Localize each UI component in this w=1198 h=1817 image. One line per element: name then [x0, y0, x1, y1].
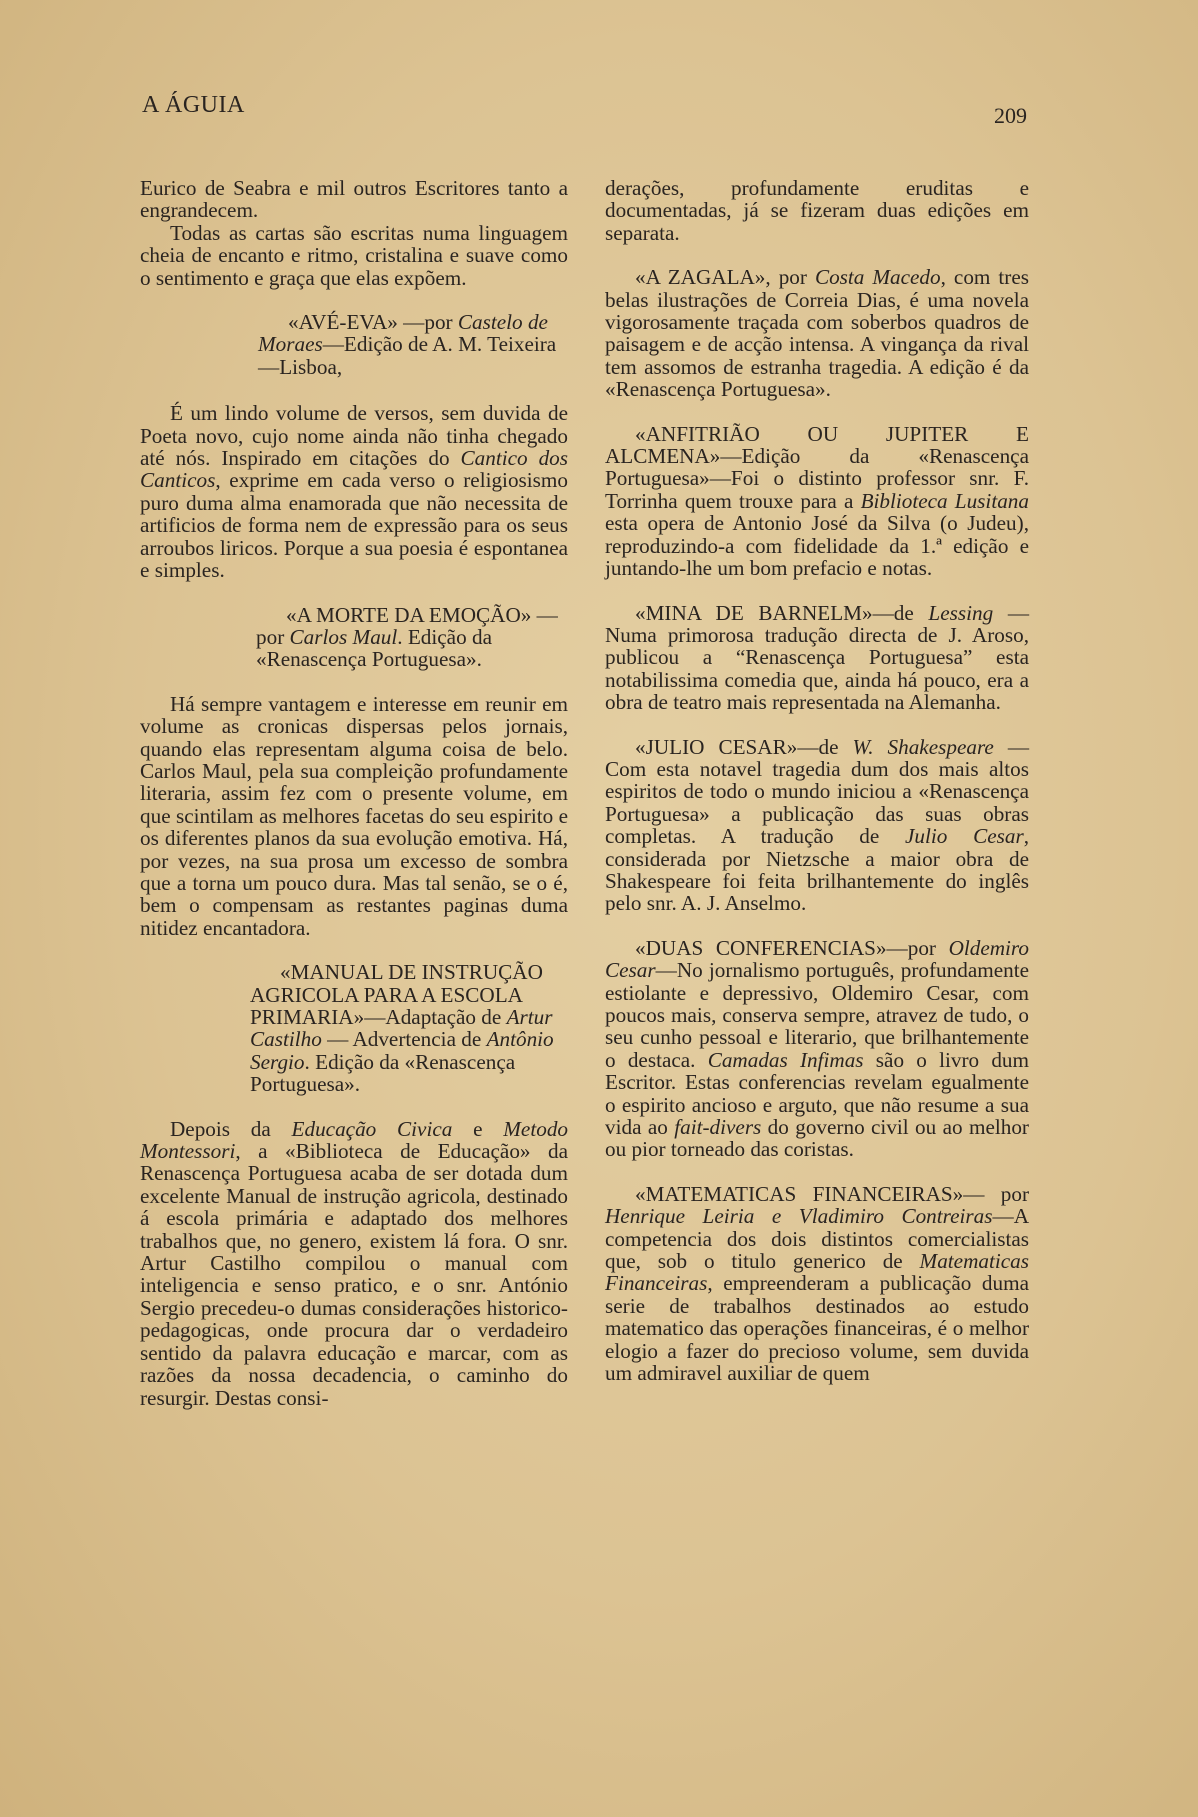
- book-author: Castelo de Moraes: [258, 310, 548, 357]
- review-mina-de-barnelm: «MINA DE BARNELM»—de Lessing —Numa primorosa tradução directa de J. Aroso, publicou a “Renascença Portuguesa” esta notabilissima comedia que, ainda há pouco, era a obra de teatro mais representada na Alemanha.: [605, 600, 1029, 715]
- book-title: «A MORTE DA EMOÇÃO»: [286, 602, 532, 627]
- book-title: «AVÉ-EVA»: [288, 310, 398, 335]
- review-duas-conferencias: «DUAS CONFERENCIAS»—por Oldemiro Cesar—No jornalismo português, profundamente estiolante e depressivo, Oldemiro Cesar, com poucos mais, conserva sempre, atravez de tudo, o seu cunho pessoal e literario, que brilhantemente o destaca. Camadas Infimas são o livro dum Escritor. Estas conferencias revelam egualmente o espirito ancioso e arguto, que não resume a sua vida ao fait-divers do governo civil ou ao melhor ou pior torneado das coristas.: [605, 935, 1030, 1162]
- left-column: [140, 177, 568, 1409]
- review-zagala: «A ZAGALA», por Costa Macedo, com tres belas ilustrações de Correia Dias, é uma novela vigorosamente traçada com soberbos quadros de paisagem e de acção intensa. A vingança da rival tem assomos de estranha tragedia. A edição é da «Renascença Portuguesa».: [605, 265, 1029, 402]
- book-author: Artur Castilho: [250, 1005, 553, 1052]
- paragraph: Depois da Educação Civica e Metodo Montessori, a «Biblioteca de Educação» da Renascença Portuguesa acaba de ser dotada dum excelente Manual de instrução agricola, destinado á escola primária e adaptado dos melhores trabalhos que, no genero, existem lá fora. O snr. Artur Castilho compilou o manual com inteligencia e senso pratico, e o snr. António Sergio precedeu-o dumas considerações historico-pedagogicas, onde procura dar o verdadeiro sentido da palavra educação e marcar, com as razões da nossa decadencia, o caminho do resurgir. Destas consi-: [140, 1116, 569, 1410]
- book-title: «MANUAL DE INSTRUÇÃO AGRICOLA PARA A ESCOLA PRIMARIA»: [250, 960, 543, 1029]
- paragraph: É um lindo volume de versos, sem duvida de Poeta novo, cujo nome ainda não tinha chegado até nós. Inspirado em citações do Cantico dos Canticos, exprime em cada verso o religiosismo puro duma alma enamorada que não necessita de artificios de forma nem de expressão para os seus arroubos liricos. Porque a sua poesia é espontanea e simples.: [140, 401, 568, 583]
- review-matematicas-financeiras: «MATEMATICAS FINANCEIRAS»— por Henrique Leiria e Vladimiro Contreiras—A competencia dos dois distintos comercialistas que, sob o titulo generico de Matematicas Financeiras, empreenderam a publicação duma serie de trabalhos destinados ao estudo matematico das operações financeiras, é o melhor elogio a fazer do precioso volume, sem duvida um admiravel auxiliar de quem: [605, 1181, 1029, 1386]
- review-anfitriao: «ANFITRIÃO OU JUPITER E ALCMENA»—Edição da «Renascença Portuguesa»—Foi o distinto professor snr. F. Torrinha quem trouxe para a Biblioteca Lusitana esta opera de Antonio José da Silva (o Judeu), reproduzindo-a com fidelidade da 1.ª edição e juntando-lhe um bom prefacio e notas.: [605, 421, 1029, 581]
- journal-title: A ÁGUIA: [142, 92, 245, 118]
- right-column: [605, 177, 1029, 1385]
- paragraph: derações, profundamente eruditas e documentadas, já se fizeram duas edições em separata.: [605, 176, 1029, 245]
- paragraph: Há sempre vantagem e interesse em reunir em volume as cronicas dispersas pelos jornais, quando elas representam alguma coisa de belo. Carlos Maul, pela sua compleição profundamente literaria, assim fez com o presente volume, em que scintilam as melhores facetas do seu espirito e os diferentes planos da sua evolução emotiva. Há, por vezes, na sua prosa um excesso de sombra que a torna um pouco dura. Mas tal senão, se o é, bem o compensam as restantes paginas duma nitidez encantadora.: [140, 691, 568, 940]
- review-heading-ave-eva: «AVÉ-EVA» —por Castelo de Moraes—Edição de A. M. Teixeira—Lisboa,: [258, 310, 557, 379]
- book-author: Antônio Sergio: [250, 1027, 554, 1074]
- review-heading-morte-emocao: «A MORTE DA EMOÇÃO» —por Carlos Maul. Edição da «Renascença Portuguesa».: [256, 602, 558, 672]
- review-julio-cesar: «JULIO CESAR»—de W. Shakespeare —Com esta notavel tragedia dum dos mais altos espiritos de todo o mundo iniciou a «Renascença Portuguesa» a publicação das suas obras completas. A tradução de Julio Cesar, considerada por Nietzsche a maior obra de Shakespeare foi feita brilhantemente do inglês pelo snr. A. J. Anselmo.: [605, 734, 1029, 916]
- paragraph: Todas as cartas são escritas numa linguagem cheia de encanto e ritmo, cristalina e suave como o sentimento e graça que elas expõem.: [140, 220, 568, 290]
- paragraph: Eurico de Seabra e mil outros Escritores tanto a engrandecem.: [140, 176, 568, 223]
- review-heading-manual: «MANUAL DE INSTRUÇÃO AGRICOLA PARA A ESCOLA PRIMARIA»—Adaptação de Artur Castilho — Advertencia de Antônio Sergio. Edição da «Renascença Portuguesa».: [250, 960, 554, 1097]
- book-author: Carlos Maul: [289, 624, 398, 649]
- page-number: 209: [994, 103, 1027, 128]
